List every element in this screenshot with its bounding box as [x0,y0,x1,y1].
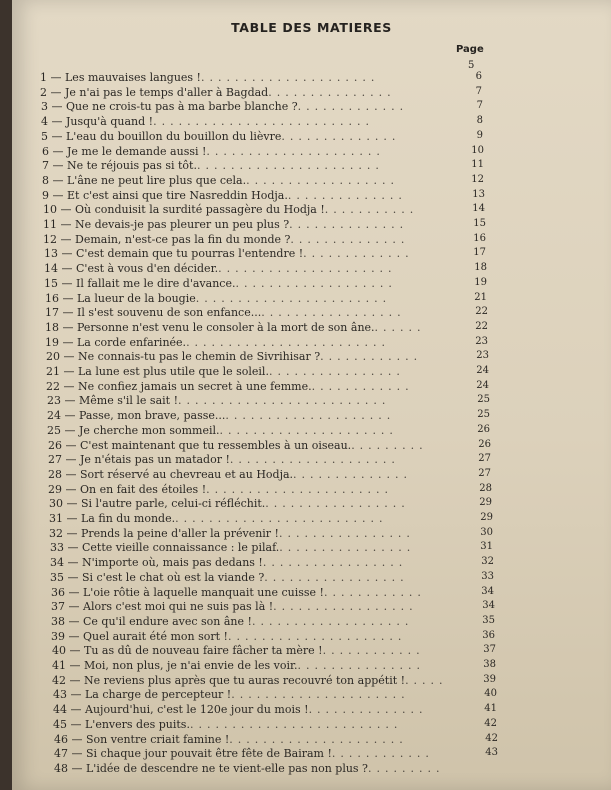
toc-page-number: 42 [484,717,497,729]
toc-entry [51,630,406,643]
leader-dots: ................. [265,497,410,511]
leader-dots: ..................... [231,688,410,702]
toc-entry [54,733,408,746]
toc-entry [45,292,391,305]
leader-dots: .......................... [153,115,374,129]
leader-dots: ................ [279,541,416,555]
leader-dots: .............. [293,467,412,481]
toc-entry-number: 12 [43,232,57,246]
dash-separator: — [65,614,83,628]
toc-entry-number: 11 [43,218,57,231]
toc-page-number: 17 [473,247,486,259]
dash-separator: — [58,247,76,261]
leader-dots: ....................... [195,291,392,305]
leader-dots: ..................... [200,71,380,84]
dash-separator: — [67,703,85,717]
toc-page-number: 14 [472,203,485,215]
toc-entry [40,86,396,99]
dash-separator: — [60,350,78,364]
dash-separator: — [49,144,67,158]
toc-entry [45,321,426,334]
toc-entry-title: C'est à vous d'en décider. [76,262,219,276]
toc-page-number: 6 [475,71,482,82]
toc-entry-title: Et c'est ainsi que tire Nasreddin Hodja. [67,188,288,202]
toc-entry-title: Même s'il le sait ! [79,394,178,408]
toc-entry-title: La fin du monde. [81,512,176,525]
dash-separator: — [47,71,65,84]
toc-entry-number: 48 [54,761,68,775]
first-page-number: 5 [468,60,475,71]
dash-separator: — [57,203,75,217]
leader-dots: ......................... [175,512,388,525]
toc-entry-title: C'est maintenant que tu ressembles à un oiseau. [80,438,352,452]
toc-entry-number: 32 [49,526,63,540]
toc-entry [54,762,444,775]
toc-page-number: 8 [476,115,483,127]
toc-entry [52,674,448,687]
toc-entry-number: 3 [41,100,48,114]
dash-separator: — [59,291,77,305]
toc-entry-number: 18 [45,320,59,334]
toc-entry [52,644,425,657]
toc-entry-title: Il s'est souvenu de son enfance... [77,306,262,320]
toc-entry-number: 20 [46,350,60,364]
toc-page-number: 15 [473,218,486,229]
dash-separator: — [62,438,80,452]
page-column-header: Page [456,44,484,55]
dash-separator: — [65,585,83,599]
leader-dots: ......................... [189,717,403,731]
toc-entry [43,203,418,216]
dash-separator: — [63,497,81,511]
toc-entry [42,174,399,187]
toc-entry-number: 29 [48,482,62,496]
toc-entry-title: Cette vieille connaissance : le pilaf. [82,541,280,555]
toc-entry-title: L'eau du bouillon du bouillon du lièvre [66,129,282,143]
leader-dots: .............. [290,232,410,246]
toc-page-number: 36 [482,629,495,641]
leader-dots: ..... [405,673,448,687]
leader-dots: ........... [324,203,419,217]
toc-page-number: 23 [476,350,489,362]
leader-dots: ...... [374,320,426,334]
toc-entry-number: 34 [50,556,64,570]
leader-dots: ..................... [227,629,407,643]
dash-separator: — [48,129,66,143]
toc-page-number: 42 [485,732,498,744]
toc-page-number: 9 [476,129,483,141]
toc-page-number: 31 [480,541,493,553]
toc-page-number: 21 [474,291,487,303]
toc-entry-title: La lune est plus utile que le soleil. [78,365,269,378]
toc-page-number: 39 [483,673,496,685]
toc-entry [43,233,409,246]
toc-entry [46,380,414,393]
dash-separator: — [58,276,76,290]
toc-page-number: 18 [474,262,487,274]
toc-entry-number: 9 [42,188,49,202]
toc-entry-number: 10 [43,203,57,217]
toc-entry [48,439,428,452]
toc-entry-title: La charge de percepteur ! [85,688,232,702]
toc-entry-number: 36 [51,585,65,599]
toc-entry-title: Ne reviens plus après que tu auras recouvré ton appétit ! [84,673,406,687]
toc-entry-title: C'est demain que tu pourras l'entendre ! [76,247,304,261]
leader-dots: ............... [297,659,425,672]
toc-entry-number: 41 [52,659,66,672]
toc-entry-title: Alors c'est moi qui ne suis pas là ! [83,600,274,614]
toc-entry [53,688,410,701]
dash-separator: — [62,482,80,496]
dash-separator: — [66,659,84,672]
toc-entry [50,571,409,584]
toc-entry-title: L'oie rôtie à laquelle manquait une cuisse ! [83,585,324,599]
leader-dots: ............ [322,644,425,658]
toc-entry-number: 25 [47,423,61,437]
toc-entry-number: 42 [52,673,66,687]
toc-entry-number: 38 [51,614,65,628]
toc-entry [49,497,410,510]
dash-separator: — [62,467,80,481]
toc-entry-number: 2 [40,85,47,99]
toc-entry-number: 39 [51,629,65,643]
leader-dots: ..................... [206,144,385,158]
dash-separator: — [47,85,65,99]
toc-entry-number: 13 [44,247,58,261]
toc-page-number: 7 [476,100,483,112]
leader-dots: .................... [225,409,396,423]
toc-entry-number: 45 [53,717,67,731]
toc-entry-title: Ne te réjouis pas si tôt. [67,159,197,173]
toc-entry-title: Si chaque jour pouvait être fête de Bairam ! [86,747,332,761]
dash-separator: — [59,306,77,320]
toc-entry [45,306,406,319]
toc-entry-title: Jusqu'à quand ! [66,115,154,129]
toc-entry [41,100,408,113]
toc-entry [47,424,398,437]
dash-separator: — [61,423,79,437]
toc-page-number: 13 [472,188,485,200]
leader-dots: ............ [311,379,414,393]
dash-separator: — [48,115,66,129]
toc-page-number: 29 [480,512,493,523]
leader-dots: ......... [351,438,428,452]
toc-entry-number: 19 [45,335,59,349]
toc-entry-title: Il fallait me le dire d'avance. [76,276,236,290]
toc-entry-title: Ne confiez jamais un secret à une femme. [78,379,312,393]
toc-page-number: 29 [479,497,492,509]
dash-separator: — [58,262,76,276]
leader-dots: .............. [289,218,409,231]
book-page [12,0,611,790]
leader-dots: ...................... [196,159,384,173]
dash-separator: — [68,747,86,761]
leader-dots: ............. [303,247,414,261]
toc-entry [54,747,434,760]
toc-page-number: 27 [478,467,491,479]
toc-entry-number: 24 [47,409,61,423]
toc-entry [51,600,418,613]
dash-separator: — [59,335,77,349]
toc-entry [46,350,422,363]
toc-entry-title: Son ventre criait famine ! [86,732,230,746]
dash-separator: — [57,232,75,246]
dash-separator: — [61,409,79,423]
leader-dots: ...................... [206,482,394,496]
toc-page-number: 23 [475,335,488,347]
toc-entry-number: 28 [48,467,62,481]
toc-entry-number: 27 [48,453,62,467]
toc-entry-number: 16 [45,291,59,305]
leader-dots: .............. [308,703,428,717]
toc-page-number: 27 [478,453,491,465]
dash-separator: — [62,453,80,467]
toc-entry-title: L'idée de descendre ne te vient-elle pas non plus ? [86,761,368,775]
leader-dots: ......... [367,761,445,775]
toc-page-number: 26 [477,423,490,435]
toc-page-number: 33 [481,570,494,582]
toc-entry [52,659,425,672]
dash-separator: — [49,159,67,173]
dash-separator: — [61,394,79,408]
toc-entry-number: 14 [44,262,58,276]
toc-entry [44,277,397,290]
toc-entry-title: Ne connais-tu pas le chemin de Sivrihisar ? [78,350,321,364]
toc-entry [41,115,374,128]
dash-separator: — [65,600,83,614]
leader-dots: ..................... [218,262,397,276]
toc-entry-title: Les mauvaises langues ! [65,71,201,84]
toc-entry [49,527,415,540]
leader-dots: ................. [261,306,406,320]
toc-entry [42,159,384,172]
dash-separator: — [65,629,83,643]
toc-entry-number: 22 [46,379,60,393]
toc-entry [44,247,414,260]
dash-separator: — [64,541,82,555]
toc-page-number: 38 [483,659,496,670]
leader-dots: .............. [287,188,407,202]
toc-page-number: 19 [474,276,487,288]
toc-entry-title: Où conduisit la surdité passagère du Hodja ! [75,203,325,217]
toc-entry [44,262,397,275]
table-of-contents [12,0,611,790]
toc-entry-title: Ce qu'il endure avec son âne ! [83,614,252,628]
toc-entry-title: Personne n'est venu le consoler à la mort de son âne. [77,320,375,334]
toc-entry-title: Quel aurait été mon sort ! [83,629,228,643]
toc-entry-title: Passe, mon brave, passe... [79,409,226,423]
leader-dots: ..................... [229,732,408,746]
leader-dots: ............ [323,585,426,599]
dash-separator: — [66,673,84,687]
leader-dots: ..................... [219,423,398,437]
toc-entry-number: 31 [49,512,63,525]
dash-separator: — [63,512,81,525]
toc-entry-number: 47 [54,747,68,761]
toc-entry [48,483,393,496]
toc-page-number: 24 [476,379,489,391]
toc-page-number: 32 [481,556,494,568]
toc-entry-number: 43 [53,688,67,702]
toc-entry-title: Moi, non plus, je n'ai envie de les voir. [84,659,298,672]
toc-page-number: 11 [471,159,484,171]
toc-page-number: 22 [475,306,488,318]
toc-entry-number: 8 [42,173,49,187]
leader-dots: .............. [281,129,401,143]
toc-entry-title: Je me le demande aussi ! [67,144,207,158]
toc-entry-title: Tu as dû de nouveau faire fâcher ta mère ! [84,644,323,658]
toc-entry-number: 5 [41,129,48,143]
toc-page-number: 34 [482,600,495,612]
leader-dots: ............... [268,85,396,99]
toc-page-number: 25 [477,394,490,406]
toc-entry-title: Que ne crois-tu pas à ma barbe blanche ? [66,100,298,114]
toc-entry [46,365,405,378]
toc-entry-title: On en fait des étoiles ! [80,482,207,496]
toc-page-number: 37 [483,644,496,656]
toc-page-number: 25 [477,409,490,421]
toc-entry [50,541,415,554]
toc-entry [49,512,388,525]
dash-separator: — [67,717,85,731]
toc-entry [42,189,407,202]
page-title: TABLE DES MATIERES [231,20,392,35]
toc-entry [51,615,413,628]
toc-entry-number: 23 [47,394,61,408]
toc-entry-title: Sort réservé au chevreau et au Hodja. [80,467,294,481]
dash-separator: — [48,100,66,114]
toc-entry-number: 21 [46,365,60,378]
dash-separator: — [64,570,82,584]
toc-entry-title: Demain, n'est-ce pas la fin du monde ? [75,232,291,246]
toc-entry-title: La corde enfarinée. [77,335,187,349]
dash-separator: — [57,218,75,231]
toc-entry [40,71,379,84]
toc-page-number: 28 [479,482,492,494]
toc-entry-title: Prends la peine d'aller la prévenir ! [81,526,279,540]
toc-entry-number: 46 [54,732,68,746]
leader-dots: ................ [278,526,415,540]
dash-separator: — [66,644,84,658]
dash-separator: — [68,761,86,775]
toc-page-number: 22 [475,320,488,332]
leader-dots: .................... [229,453,400,467]
toc-entry [47,394,390,407]
leader-dots: ................... [251,614,414,628]
dash-separator: — [60,379,78,393]
toc-entry-title: L'envers des puits. [85,717,190,731]
toc-entry-number: 1 [40,71,47,84]
toc-page-number: 24 [476,365,489,376]
toc-entry-number: 33 [50,541,64,555]
toc-entry [50,556,407,569]
toc-entry [53,718,402,731]
leader-dots: ................. [264,570,409,584]
dash-separator: — [60,365,78,378]
dash-separator: — [67,688,85,702]
toc-entry-number: 4 [41,115,48,129]
toc-entry-title: Je n'ai pas le temps d'aller à Bagdad [65,85,269,99]
toc-entry [43,218,408,231]
toc-entry-number: 15 [44,276,58,290]
leader-dots: ............ [320,350,423,364]
leader-dots: ................. [273,600,418,614]
leader-dots: ......................... [178,394,391,408]
leader-dots: ................. [262,556,408,570]
toc-page-number: 34 [481,585,494,597]
toc-entry-title: L'âne ne peut lire plus que cela. [67,173,247,187]
toc-page-number: 40 [484,688,497,700]
toc-entry [48,468,412,481]
toc-entry [48,453,400,466]
toc-entry-title: Je n'étais pas un matador ! [80,453,230,467]
dash-separator: — [59,320,77,334]
toc-entry-number: 35 [50,570,64,584]
toc-entry-number: 6 [42,144,49,158]
toc-page-number: 35 [482,614,495,626]
leader-dots: ............. [297,100,409,114]
leader-dots: ................... [235,276,397,290]
toc-entry [41,130,400,143]
toc-entry-number: 44 [53,703,67,717]
toc-entry-number: 7 [42,159,49,173]
toc-entry-title: Je cherche mon sommeil. [79,423,220,437]
toc-entry-title: Si l'autre parle, celui-ci réfléchit. [81,497,266,511]
toc-entry-title: N'importe où, mais pas dedans ! [82,556,263,570]
toc-entry [53,703,428,716]
dash-separator: — [63,526,81,540]
toc-page-number: 41 [484,703,497,715]
toc-entry-number: 17 [45,306,59,320]
leader-dots: .................. [246,173,400,187]
dash-separator: — [49,173,67,187]
toc-page-number: 30 [480,526,493,538]
toc-entry-number: 37 [51,600,65,614]
toc-entry [45,336,390,349]
toc-page-number: 10 [471,144,484,156]
toc-entry [51,586,426,599]
dash-separator: — [49,188,67,202]
toc-entry-title: La lueur de la bougie [77,291,196,305]
toc-page-number: 43 [485,747,498,759]
dash-separator: — [64,556,82,570]
toc-page-number: 16 [473,232,486,244]
toc-entry-number: 26 [48,438,62,452]
toc-entry [42,145,385,158]
leader-dots: ........................ [186,335,390,349]
toc-page-number: 7 [475,85,482,97]
toc-entry [47,409,395,422]
leader-dots: ............ [331,747,434,761]
toc-page-number: 12 [471,173,484,185]
dash-separator: — [68,732,86,746]
toc-entry-number: 30 [49,497,63,511]
toc-page-number: 26 [478,438,491,450]
toc-entry-title: Aujourd'hui, c'est le 120e jour du mois ! [85,703,309,717]
toc-entry-title: Si c'est le chat où est la viande ? [82,570,265,584]
toc-entry-title: Ne devais-je pas pleurer un peu plus ? [75,218,290,231]
toc-entry-number: 40 [52,644,66,658]
leader-dots: ................ [268,365,405,378]
